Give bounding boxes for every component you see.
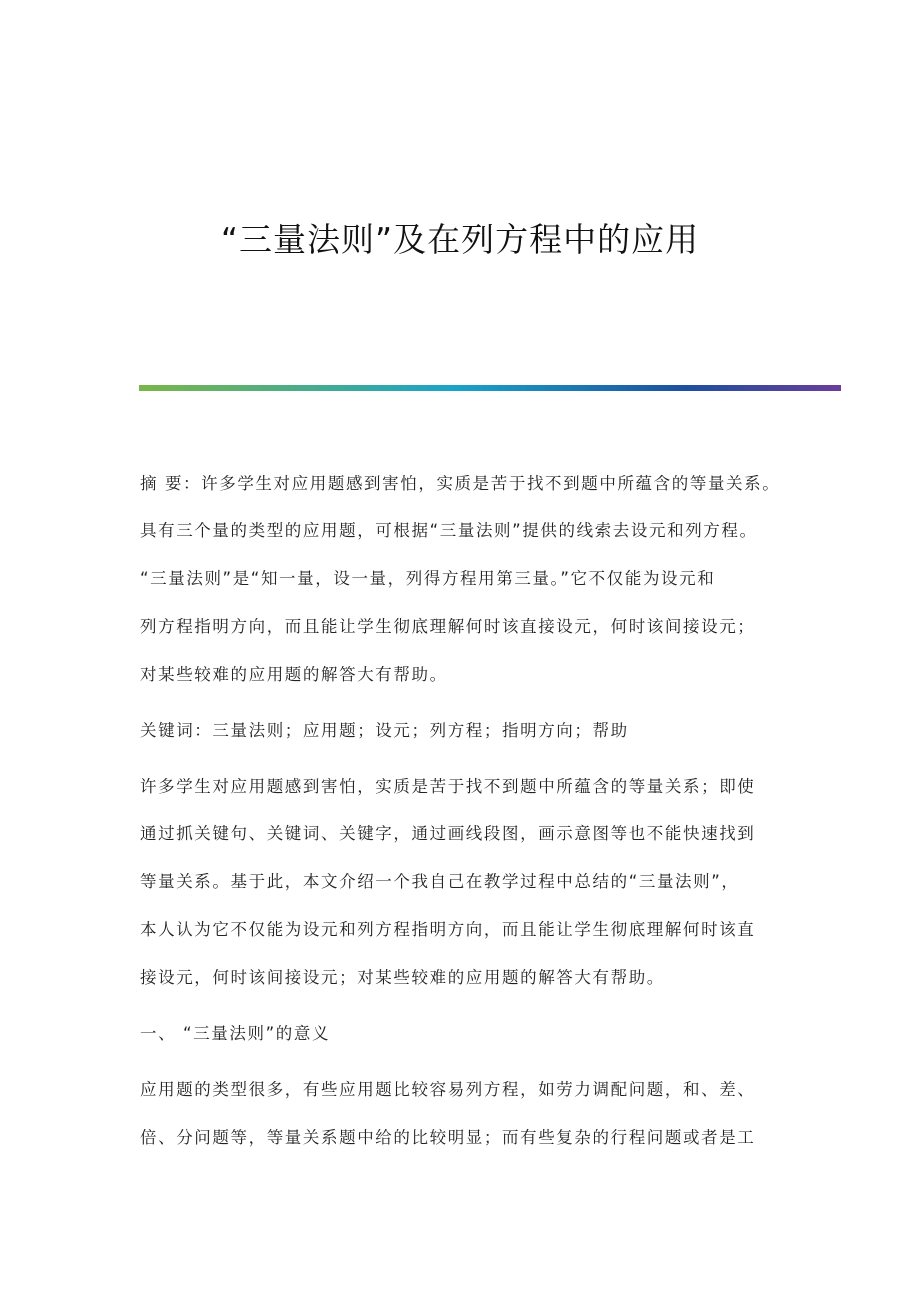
abstract-line-1: 摘 要：许多学生对应用题感到害怕，实质是苦于找不到题中所蕴含的等量关系。 <box>140 474 781 493</box>
paragraph-line-4: 本人认为它不仅能为设元和列方程指明方向，而且能让学生彻底理解何时该直 <box>140 920 756 939</box>
paragraph-line-3: 等量关系。基于此，本文介绍一个我自己在教学过程中总结的“三量法则”， <box>140 872 740 891</box>
paragraph-line-5: 接设元，何时该间接设元；对某些较难的应用题的解答大有帮助。 <box>140 968 665 987</box>
decorative-gradient-bar <box>139 385 841 391</box>
section-line-2: 倍、分问题等，等量关系题中给的比较明显；而有些复杂的行程问题或者是工 <box>140 1128 756 1147</box>
section-line-1: 应用题的类型很多，有些应用题比较容易列方程，如劳力调配问题，和、差、 <box>140 1080 756 1099</box>
abstract-line-4: 列方程指明方向，而且能让学生彻底理解何时该直接设元，何时该间接设元； <box>140 617 756 636</box>
keywords-line: 关键词：三量法则；应用题；设元；列方程；指明方向；帮助 <box>140 721 629 740</box>
abstract-line-2: 具有三个量的类型的应用题，可根据“三量法则”提供的线索去设元和列方程。 <box>140 521 758 540</box>
paragraph-line-1: 许多学生对应用题感到害怕，实质是苦于找不到题中所蕴含的等量关系；即使 <box>140 777 756 796</box>
abstract-line-5: 对某些较难的应用题的解答大有帮助。 <box>140 665 448 684</box>
section-heading-1: 一、 “三量法则”的意义 <box>140 1024 331 1043</box>
abstract-line-3: “三量法则”是“知一量，设一量，列得方程用第三量。”它不仅能为设元和 <box>140 569 716 588</box>
paragraph-line-2: 通过抓关键句、关键词、关键字，通过画线段图，画示意图等也不能快速找到 <box>140 824 756 843</box>
document-title: “三量法则”及在列方程中的应用 <box>220 220 700 259</box>
